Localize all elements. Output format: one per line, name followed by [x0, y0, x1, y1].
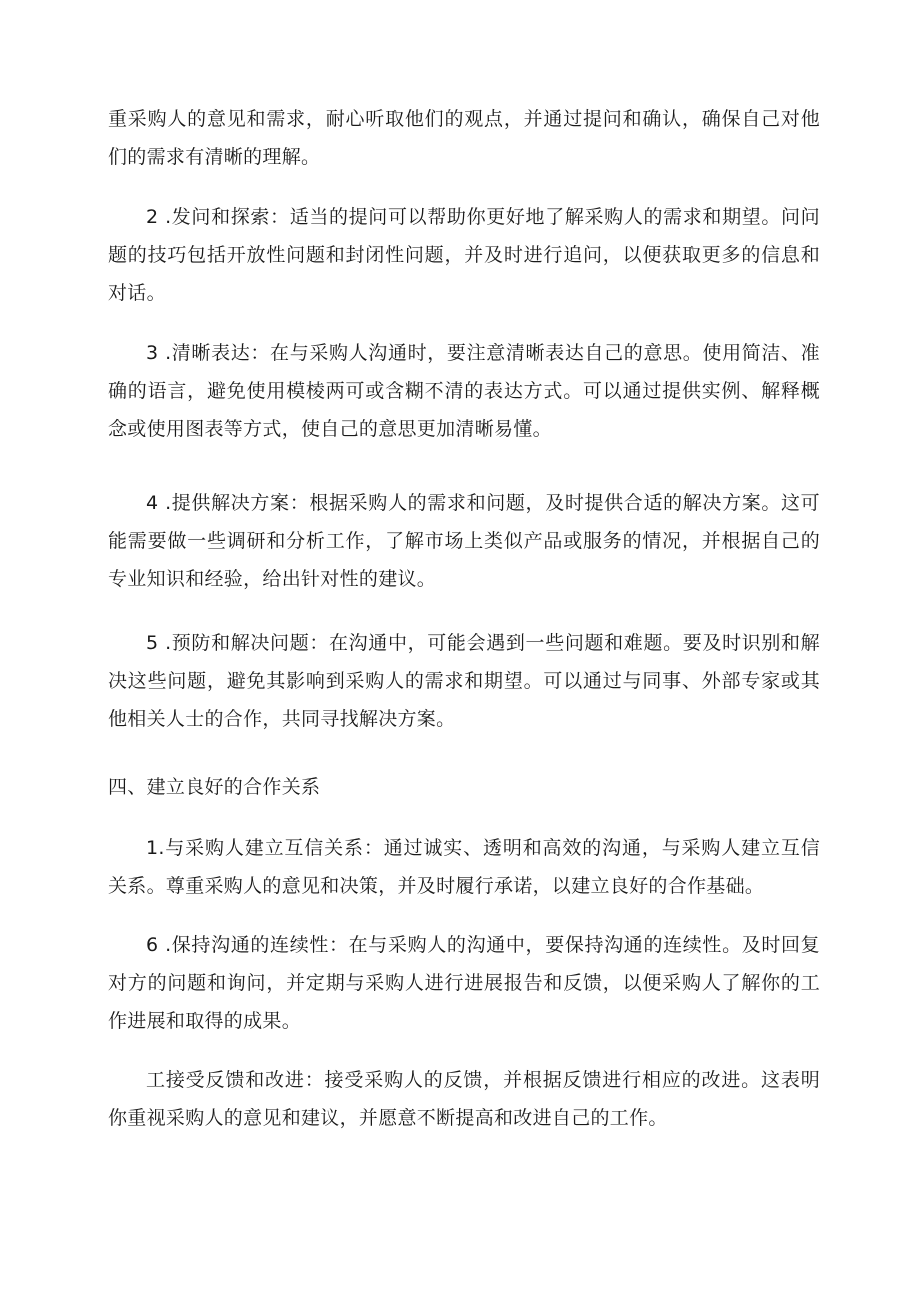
paragraph-item-4: 4 .提供解决方案：根据采购人的需求和问题，及时提供合适的解决方案。这可能需要做一些调研和分析工作，了解市场上类似产品或服务的情况，并根据自己的专业知识和经验，给出针对性的建议。 — [108, 492, 820, 590]
paragraph-section4-feedback: 工接受反馈和改进：接受采购人的反馈，并根据反馈进行相应的改进。这表明你重视采购人的意见和建议，并愿意不断提高和改进自己的工作。 — [108, 1069, 820, 1129]
paragraph-item-5: 5 .预防和解决问题：在沟通中，可能会遇到一些问题和难题。要及时识别和解决这些问题，避免其影响到采购人的需求和期望。可以通过与同事、外部专家或其他相关人士的合作，共同寻找解决方案。 — [108, 632, 820, 730]
paragraph-continuation: 重采购人的意见和需求，耐心听取他们的观点，并通过提问和确认，确保自己对他们的需求有清晰的理解。 — [108, 108, 820, 168]
paragraph-section4-item-1: 1.与采购人建立互信关系：通过诚实、透明和高效的沟通，与采购人建立互信关系。尊重采购人的意见和决策，并及时履行承诺，以建立良好的合作基础。 — [108, 837, 820, 897]
section-heading: 四、建立良好的合作关系 — [108, 776, 321, 798]
paragraph-item-2: 2 .发问和探索：适当的提问可以帮助你更好地了解采购人的需求和期望。问问题的技巧包括开放性问题和封闭性问题，并及时进行追问，以便获取更多的信息和对话。 — [108, 206, 820, 304]
paragraph-item-3: 3 .清晰表达：在与采购人沟通时，要注意清晰表达自己的意思。使用简洁、准确的语言，避免使用模棱两可或含糊不清的表达方式。可以通过提供实例、解释概念或使用图表等方式，使自己的意思更加清晰易懂。 — [108, 342, 820, 440]
paragraph-section4-item-6: 6 .保持沟通的连续性：在与采购人的沟通中，要保持沟通的连续性。及时回复对方的问题和询问，并定期与采购人进行进展报告和反馈，以便采购人了解你的工作进展和取得的成果。 — [108, 934, 820, 1032]
